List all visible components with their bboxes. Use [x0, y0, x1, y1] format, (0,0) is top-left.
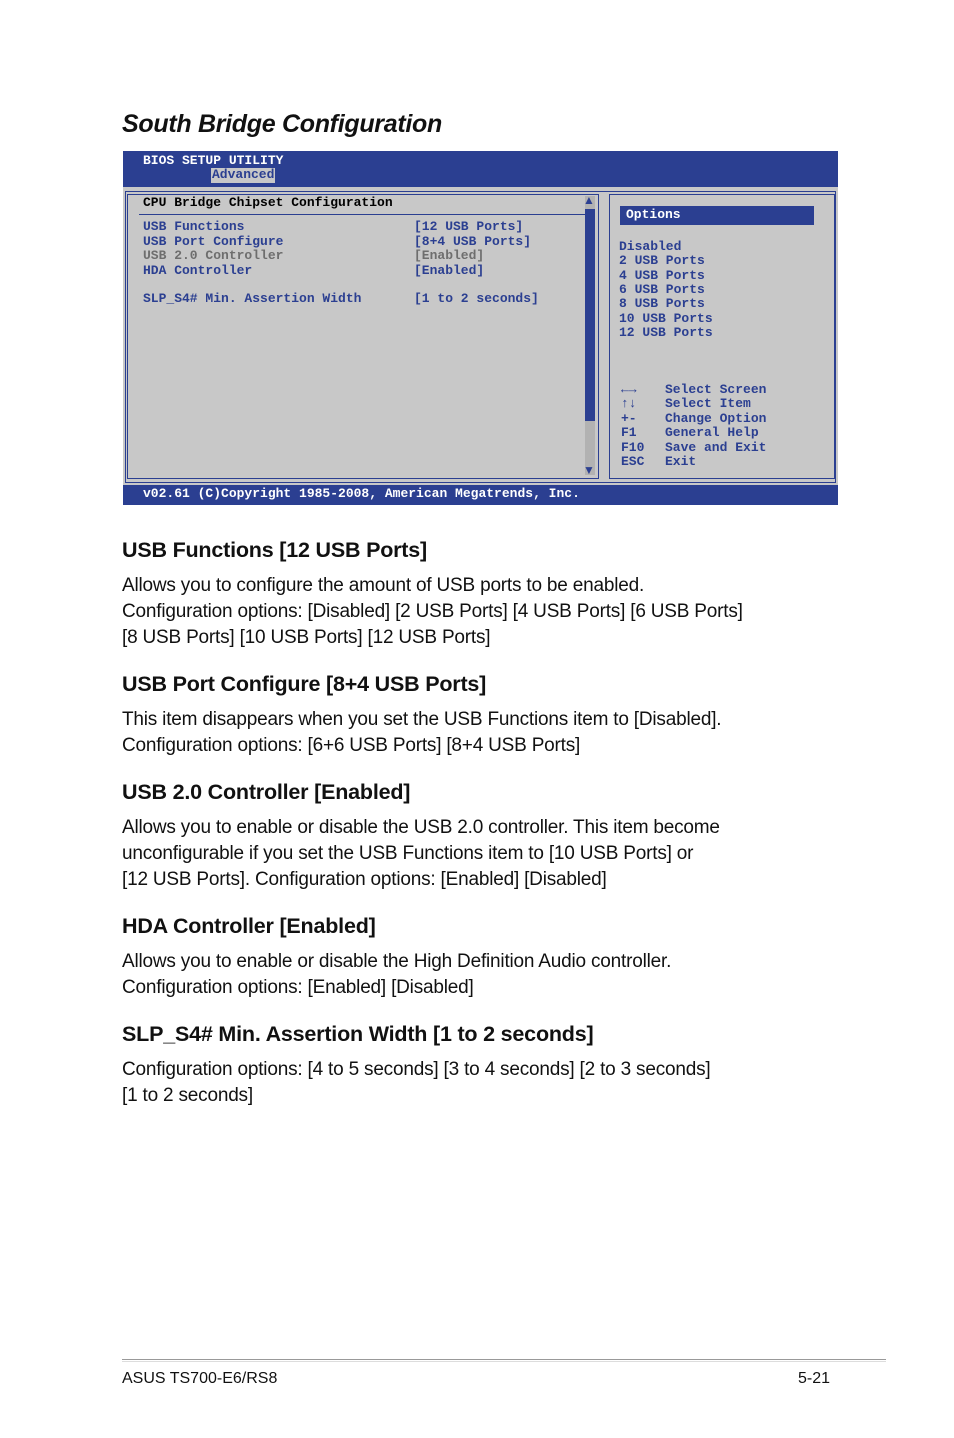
section-body-slp-s4: Configuration options: [4 to 5 seconds] [3 to 4 seconds] [2 to 3 seconds] [1 to 2 seconds] [122, 1059, 711, 1106]
option-item[interactable]: 8 USB Ports [619, 296, 705, 312]
option-item[interactable]: Disabled [619, 239, 682, 254]
bios-item-usb-functions-value[interactable]: [12 USB Ports] [414, 219, 524, 234]
footer-divider [122, 1359, 886, 1360]
option-item[interactable]: 2 USB Ports [619, 253, 705, 269]
section-heading-usb-functions: USB Functions [12 USB Ports] [122, 538, 427, 562]
section-body-hda-controller: Allows you to enable or disable the High Definition Audio controller. Configuration options: [Enabled] [Disabled] [122, 951, 672, 998]
key-legend-key: ESC [621, 454, 645, 469]
bios-item-usb-port-configure-label[interactable]: USB Port Configure [143, 233, 284, 249]
section-heading-usb20-controller: USB 2.0 Controller [Enabled] [122, 780, 411, 804]
section-heading-hda-controller: HDA Controller [Enabled] [122, 914, 376, 938]
bios-section-title: CPU Bridge Chipset Configuration [143, 195, 393, 210]
key-legend-action: Select Item [665, 396, 751, 412]
footer-product-name: ASUS TS700-E6/RS8 [122, 1370, 278, 1387]
bios-title: BIOS SETUP UTILITY [143, 153, 284, 168]
scroll-up-arrow-icon[interactable]: ▲ [583, 193, 595, 207]
key-legend-key: +- [621, 410, 637, 426]
key-legend-key: F1 [621, 425, 637, 441]
section-body-usb20-controller: Allows you to enable or disable the USB 2.0 controller. This item become unconfigurable if you set the USB Functions item to [10 USB Ports] or [12 USB Ports]. Configuration options: [Enabled] [Disabled] [122, 817, 720, 890]
option-item[interactable]: 10 USB Ports [619, 310, 713, 326]
page-title: South Bridge Configuration [122, 110, 442, 138]
key-legend-action: Change Option [665, 410, 767, 426]
key-legend-action: Save and Exit [665, 439, 767, 455]
bios-footer: v02.61 (C)Copyright 1985-2008, American Megatrends, Inc. [123, 485, 838, 505]
bios-item-usb20-controller-label: USB 2.0 Controller [143, 248, 284, 263]
section-body-usb-port-configure: This item disappears when you set the USB Functions item to [Disabled]. Configuration options: [6+6 USB Ports] [8+4 USB Ports] [122, 709, 722, 756]
bios-item-slp-s4-label[interactable]: SLP_S4# Min. Assertion Width [143, 291, 362, 306]
key-arrows-horizontal-icon: ←→ [621, 382, 637, 397]
footer-divider-shadow [122, 1361, 886, 1362]
section-body-usb-functions: Allows you to configure the amount of USB ports to be enabled. Configuration options: [Disabled] [2 USB Ports] [4 USB Ports] [6 USB Ports] [8 USB Ports] [10 USB Ports] [12 USB Ports] [122, 575, 743, 648]
key-legend-key: F10 [621, 439, 645, 455]
bios-item-usb-port-configure-value[interactable]: [8+4 USB Ports] [414, 233, 532, 249]
bios-item-hda-controller-value[interactable]: [Enabled] [414, 262, 485, 278]
key-legend-action: Exit [665, 454, 697, 469]
bios-item-hda-controller-label[interactable]: HDA Controller [143, 262, 253, 278]
bios-item-usb-functions-label[interactable]: USB Functions [143, 219, 245, 234]
footer-page-number: 5-21 [798, 1370, 831, 1387]
option-item[interactable]: 12 USB Ports [619, 324, 713, 340]
options-header: Options [620, 206, 814, 225]
option-item[interactable]: 4 USB Ports [619, 267, 705, 283]
section-heading-slp-s4: SLP_S4# Min. Assertion Width [1 to 2 seconds] [122, 1022, 594, 1046]
tab-advanced[interactable]: Advanced [212, 167, 275, 182]
section-heading-usb-port-configure: USB Port Configure [8+4 USB Ports] [122, 672, 487, 696]
key-legend-action: General Help [665, 425, 759, 441]
option-item[interactable]: 6 USB Ports [619, 281, 705, 297]
bios-screenshot [123, 151, 838, 505]
bios-scrollbar-thumb[interactable] [585, 209, 595, 421]
bios-item-usb20-controller-value: [Enabled] [414, 248, 485, 263]
key-legend-action: Select Screen [665, 382, 767, 397]
bios-section-divider [139, 214, 585, 215]
bios-item-slp-s4-value[interactable]: [1 to 2 seconds] [414, 291, 539, 306]
key-arrows-vertical-icon: ↑↓ [621, 396, 637, 412]
scroll-down-arrow-icon[interactable]: ▼ [583, 463, 595, 477]
